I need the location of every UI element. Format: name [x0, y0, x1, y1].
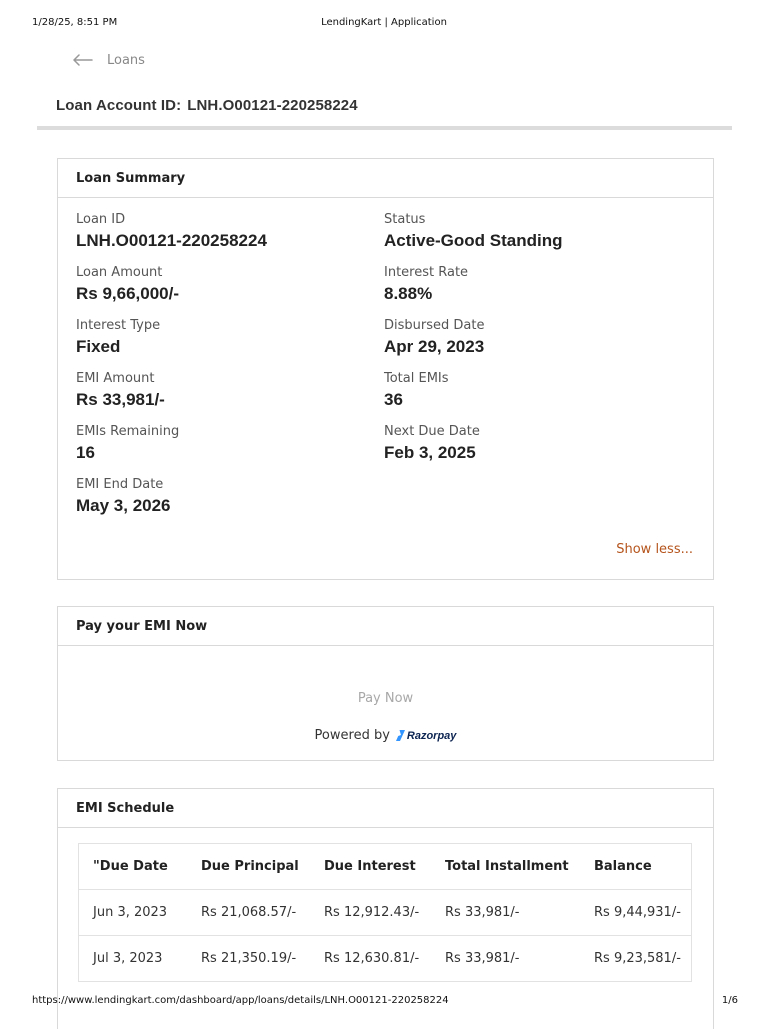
print-url: https://www.lendingkart.com/dashboard/app/loans/details/LNH.O00121-220258224 — [32, 995, 449, 1006]
field-label: EMIs Remaining — [76, 424, 180, 439]
powered-by — [58, 728, 713, 743]
field-label: Loan ID — [76, 212, 126, 227]
account-id-value: LNH.O00121-220258224 — [187, 97, 358, 114]
field-value: Fixed — [76, 337, 121, 356]
table-cell: Jun 3, 2023 — [79, 890, 202, 936]
field-value: Active-Good Standing — [384, 231, 563, 250]
column-header: Balance — [594, 844, 692, 890]
field-label: Status — [384, 212, 426, 227]
field-loan-id — [76, 212, 267, 252]
show-less-link[interactable]: Show less... — [616, 542, 693, 557]
field-loan-amount — [76, 265, 179, 305]
table-cell: Rs 12,912.43/- — [324, 890, 445, 936]
field-value: Apr 29, 2023 — [384, 337, 485, 356]
razorpay-mark-icon — [396, 730, 405, 741]
emi-schedule-card — [57, 788, 714, 1029]
print-page-number: 1/6 — [721, 995, 738, 1006]
emi-schedule-table — [78, 843, 692, 982]
arrow-left-icon — [73, 54, 93, 66]
print-page-title: LendingKart | Application — [321, 17, 447, 28]
loan-summary-title: Loan Summary — [58, 159, 713, 198]
table-cell: Rs 33,981/- — [445, 936, 594, 982]
field-total-emis — [384, 371, 449, 411]
account-id-label: Loan Account ID: — [56, 97, 182, 114]
field-value: Feb 3, 2025 — [384, 443, 476, 462]
table-cell: Rs 33,981/- — [445, 890, 594, 936]
field-emis-remaining — [76, 424, 179, 464]
field-label: EMI Amount — [76, 371, 155, 386]
account-header — [37, 88, 732, 130]
print-datetime: 1/28/25, 8:51 PM — [32, 17, 118, 28]
field-interest-type — [76, 318, 160, 358]
pay-emi-title: Pay your EMI Now — [58, 607, 713, 646]
pay-now-button[interactable]: Pay Now — [357, 691, 414, 706]
table-cell: Rs 9,44,931/- — [594, 890, 692, 936]
field-next-due-date — [384, 424, 480, 464]
emi-schedule-title: EMI Schedule — [58, 789, 713, 828]
field-label: Next Due Date — [384, 424, 480, 439]
field-value: 36 — [384, 390, 403, 409]
razorpay-logo — [396, 730, 457, 742]
field-label: Total EMIs — [384, 371, 449, 386]
back-label: Loans — [107, 52, 145, 68]
field-value: Rs 33,981/- — [76, 390, 165, 409]
razorpay-brand: Razorpay — [406, 729, 457, 742]
field-label: EMI End Date — [76, 477, 164, 492]
field-disbursed-date — [384, 318, 484, 358]
table-cell: Rs 21,068.57/- — [201, 890, 324, 936]
field-label: Interest Rate — [384, 265, 469, 280]
powered-by-label: Powered by — [314, 728, 390, 743]
field-label: Interest Type — [76, 318, 161, 333]
table-cell: Jul 3, 2023 — [79, 936, 202, 982]
loan-summary-card — [57, 158, 714, 580]
field-value: 16 — [76, 443, 95, 462]
column-header: Total Installment — [445, 844, 594, 890]
column-header: Due Principal — [201, 844, 324, 890]
field-emi-amount — [76, 371, 165, 411]
table-cell: Rs 21,350.19/- — [201, 936, 324, 982]
table-cell: Rs 12,630.81/- — [324, 936, 445, 982]
field-label: Loan Amount — [76, 265, 163, 280]
field-value: Rs 9,66,000/- — [76, 284, 180, 303]
field-interest-rate — [384, 265, 468, 305]
page-title — [56, 97, 358, 114]
field-emi-end-date — [76, 477, 171, 517]
back-to-loans-link[interactable] — [73, 50, 145, 70]
table-row — [79, 890, 692, 936]
column-header: Due Interest — [324, 844, 445, 890]
field-value: May 3, 2026 — [76, 496, 171, 515]
field-value: LNH.O00121-220258224 — [76, 231, 267, 250]
field-value: 8.88% — [384, 284, 433, 303]
pay-emi-card — [57, 606, 714, 761]
table-row — [79, 936, 692, 982]
field-label: Disbursed Date — [384, 318, 485, 333]
column-header: "Due Date — [79, 844, 202, 890]
table-cell: Rs 9,23,581/- — [594, 936, 692, 982]
table-header-row — [79, 844, 692, 890]
print-header — [0, 17, 768, 31]
field-status — [384, 212, 563, 252]
